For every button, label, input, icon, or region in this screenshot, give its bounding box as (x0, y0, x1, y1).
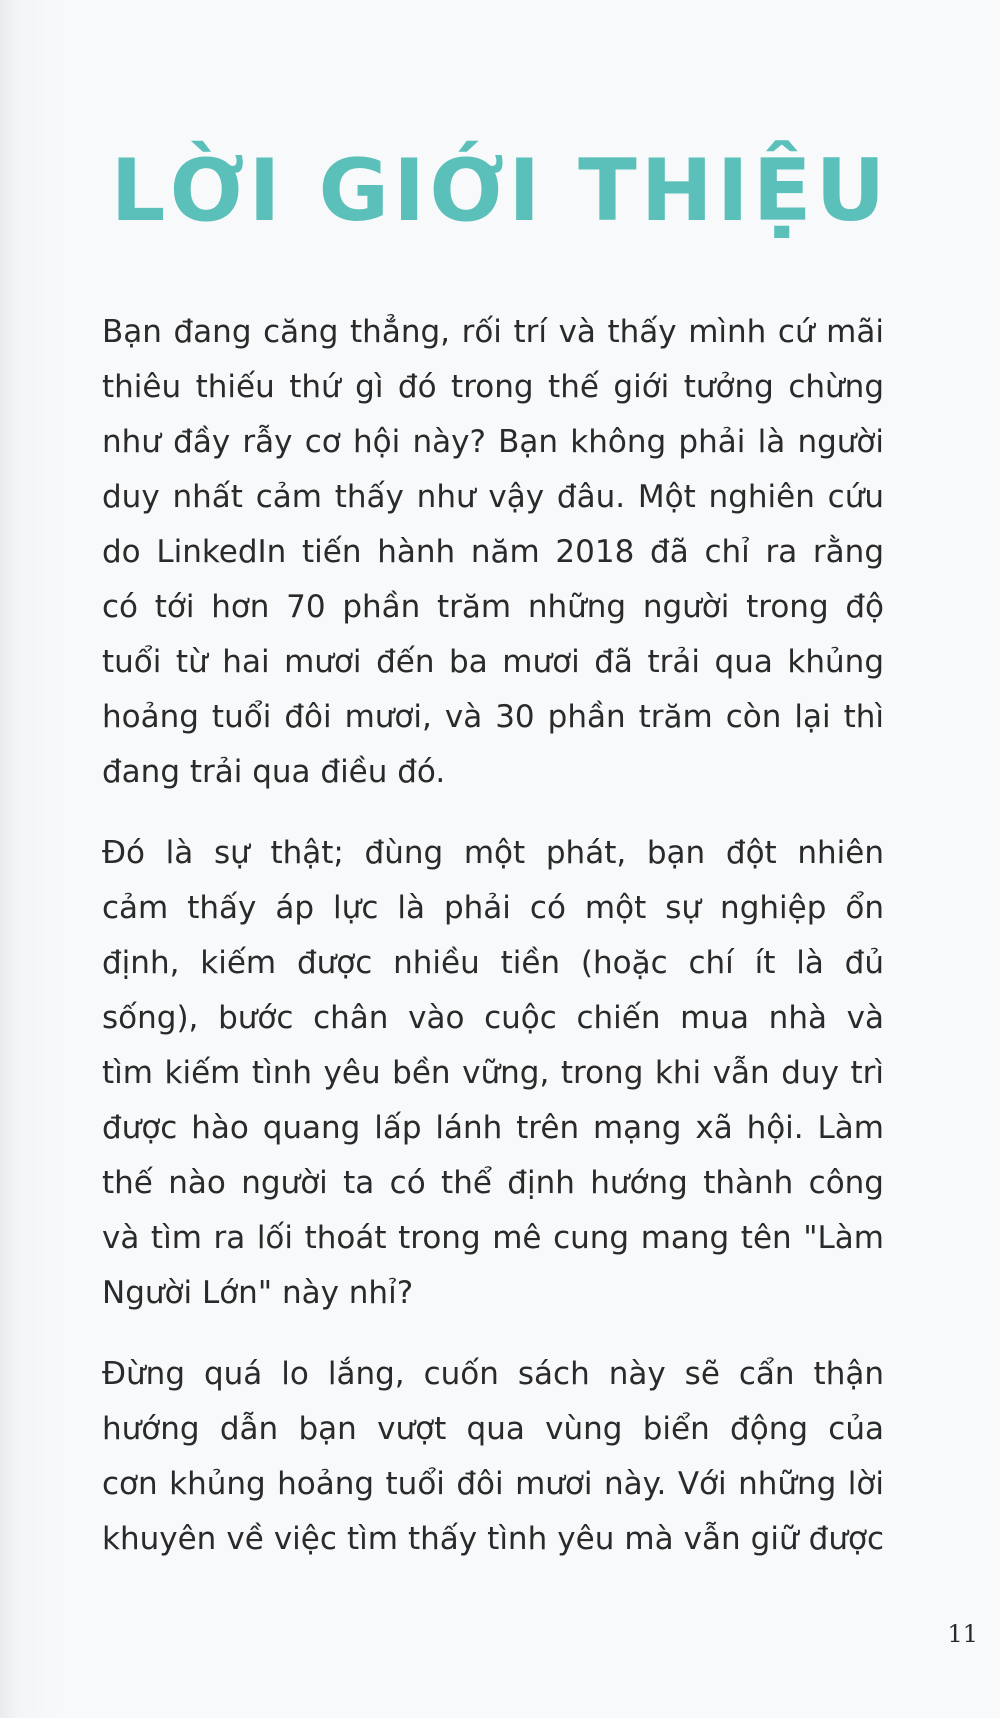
body-text (102, 305, 884, 1593)
text-line: Đó là sự thật; đùng một phát, bạn đột nhiên (102, 835, 884, 871)
text-line: và tìm ra lối thoát trong mê cung mang tên "Làm (102, 1220, 884, 1256)
text-line: như đầy rẫy cơ hội này? Bạn không phải là người (102, 424, 884, 460)
text-line: định, kiếm được nhiều tiền (hoặc chí ít là đủ (102, 945, 884, 981)
page-number: 11 (947, 1620, 978, 1648)
chapter-title: LỜI GIỚI THIỆU (110, 141, 890, 241)
text-line: thế nào người ta có thể định hướng thành công (102, 1165, 884, 1201)
paragraph-1 (102, 305, 884, 800)
paragraph-2 (102, 826, 884, 1321)
text-line: cơn khủng hoảng tuổi đôi mươi này. Với những lời (102, 1466, 884, 1502)
text-line: do LinkedIn tiến hành năm 2018 đã chỉ ra rằng (102, 534, 884, 570)
text-line: Bạn đang căng thẳng, rối trí và thấy mình cứ mãi (102, 314, 884, 350)
text-line: có tới hơn 70 phần trăm những người trong độ (102, 589, 884, 625)
text-line: đang trải qua điều đó. (102, 754, 446, 790)
text-line: khuyên về việc tìm thấy tình yêu mà vẫn giữ được (102, 1521, 884, 1557)
text-line: tìm kiếm tình yêu bền vững, trong khi vẫn duy trì (102, 1055, 884, 1091)
text-line: tuổi từ hai mươi đến ba mươi đã trải qua khủng (102, 644, 884, 680)
text-line: cảm thấy áp lực là phải có một sự nghiệp ổn (102, 890, 884, 926)
text-line: thiêu thiếu thứ gì đó trong thế giới tưởng chừng (102, 369, 884, 405)
text-line: được hào quang lấp lánh trên mạng xã hội. Làm (102, 1110, 884, 1146)
text-line: Đừng quá lo lắng, cuốn sách này sẽ cẩn thận (102, 1356, 884, 1392)
paragraph-3 (102, 1347, 884, 1567)
text-line: hướng dẫn bạn vượt qua vùng biển động của (102, 1411, 884, 1447)
text-line: sống), bước chân vào cuộc chiến mua nhà và (102, 1000, 884, 1036)
text-line: duy nhất cảm thấy như vậy đâu. Một nghiên cứu (102, 479, 884, 515)
text-line: Người Lớn" này nhỉ? (102, 1275, 414, 1311)
text-line: hoảng tuổi đôi mươi, và 30 phần trăm còn lại thì (102, 699, 884, 735)
